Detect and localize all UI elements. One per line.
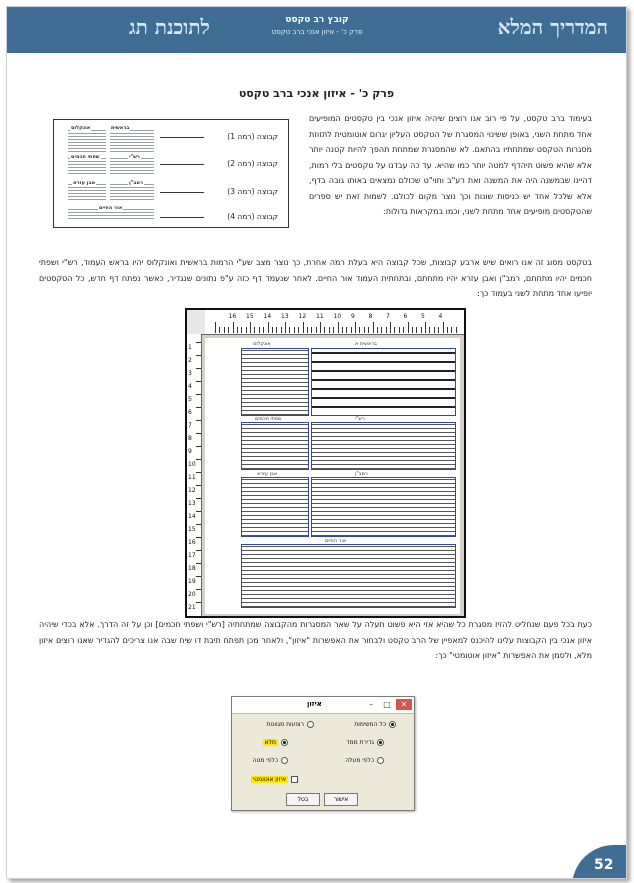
radio-icon [377,739,384,746]
ruler-tick [338,322,339,333]
text-block [110,158,154,174]
minimize-icon[interactable]: – [369,700,373,709]
ruler-tick [233,322,234,333]
ruler-tick [377,327,378,333]
ruler-tick [364,327,365,333]
ruler-number: 9 [188,448,192,455]
option-full[interactable] [263,739,289,746]
ruler-number: 17 [188,552,196,559]
block-caption: רמב"ן [129,180,143,186]
ruler-tick [412,327,413,333]
text-block [68,184,106,200]
frame-caption: שפתי חכמים [255,416,282,422]
ruler-tick [219,327,220,333]
close-icon[interactable]: ✕ [396,699,412,710]
ruler-number: 20 [188,591,196,598]
ruler-number: 7 [386,313,390,320]
ruler-tick [196,589,201,590]
ruler-tick [196,355,201,356]
ruler-tick [373,322,374,333]
frame-caption: בראשית א [355,341,377,347]
level-label: קבוצה (רמה 2) [227,159,278,168]
ruler-tick [429,327,430,333]
ruler-tick [447,327,448,333]
ruler-tick [285,322,286,333]
ruler-number: 19 [188,578,196,585]
ruler-number: 4 [438,313,443,320]
ruler-number: 15 [188,526,196,533]
level-label: קבוצה (רמה 3) [227,187,278,196]
text-block [68,158,106,174]
ruler-number: 16 [228,313,237,320]
vertical-ruler [187,334,202,616]
ruler-tick [250,322,251,333]
ruler-tick [368,327,369,333]
ruler-number: 13 [188,500,196,507]
page-header [7,7,626,53]
ruler-tick [386,327,387,333]
ruler-number: 5 [188,396,192,403]
levels-paragraph: בטקסט מסוג זה אנו רואים שיש ארבע קבוצות, שכל קבוצה היא בעלת רמה אחרת, כך נוצר מצב שע"י הרמות בראשית ואונקלוס יהיו בראש העמוד, רש"י ושפתי חכמים יהיו מתחתם, רמב"ן ואבן עזרא יהיו מתחתם, ובתחתית העמוד אור החיים. לאחר שנעמד דף כזה ע"פ נתונים שנגדיר, כאשר נפתח דף חדש, כל הטקסטים יופיעו אחד מתחת לשני בעמוד כך: [39,258,592,298]
block-caption: אבן עזרא [73,180,96,186]
ruler-tick [399,327,400,333]
option-dimension[interactable] [346,739,384,746]
horizontal-ruler [205,310,464,335]
ruler-number: 4 [188,383,192,390]
balance-paragraph: כעת בכל פעם שנחליט להזיז מסגרת כל שהיא אזי היא פשוט תעלה על שאר המסגרות מהקבוצה שמתחתיה [רש"י ושפתי חכמים] וכן על זה הדרך. אלא בכדי שיהיה איזון אנכי בין הקבוצות עלינו להיכנס למאפיין של הרב טקסט ולבחור את האפשרות "איזון", ולאחר מכן תפתח תיבת דו שיח שבה אנו צריכים להגדיר שאנו רוצים איזון מלא, ולסמן את האפשרות "איזון אוטומטי" כך: [39,620,592,660]
text-frame[interactable] [241,348,309,416]
text-frame[interactable] [241,477,309,537]
radio-icon [281,739,288,746]
ruler-tick [254,327,255,333]
page [6,6,627,879]
ruler-tick [390,322,391,333]
ruler-tick [276,327,277,333]
option-label: גדירת ממד [346,739,374,746]
document-page [205,338,460,614]
ruler-tick [294,327,295,333]
ruler-tick [196,498,201,499]
dialog-titlebar [232,697,414,714]
ruler-tick [196,563,201,564]
ruler-number: 12 [298,313,307,320]
maximize-icon[interactable]: □ [383,700,391,709]
option-label: כל המשימות [354,721,386,728]
ruler-tick [298,327,299,333]
header-subtitle: פרק כ' - איזון אנכי ברב טקסט [271,28,363,36]
ruler-tick [196,407,201,408]
dialog-title: איזון [307,700,322,708]
ruler-tick [241,327,242,333]
ruler-number: 13 [281,313,289,320]
ruler-number: 7 [188,422,192,429]
ruler-number: 10 [333,313,342,320]
ruler-tick [259,327,260,333]
auto-balance-checkbox[interactable] [251,776,298,783]
toc-link[interactable]: לתוכנת תג [129,15,210,39]
connector-line [160,164,204,165]
option-upward[interactable] [345,757,384,764]
frame-caption: אבן עזרא [257,471,278,477]
ruler-tick [272,327,273,333]
ruler-number: 8 [188,435,192,442]
ruler-tick [196,602,201,603]
ruler-tick [196,576,201,577]
ruler-tick [425,322,426,333]
ruler-tick [355,322,356,333]
ruler-tick [456,327,457,333]
ruler-tick [311,327,312,333]
ruler-tick [196,537,201,538]
brand-title: המדריך המלא [497,15,608,39]
ruler-tick [346,327,347,333]
cancel-button[interactable]: בטל [286,793,320,806]
ruler-tick [196,524,201,525]
ruler-number: 12 [188,487,196,494]
ruler-tick [281,327,282,333]
levels-illustration [53,119,289,228]
ruler-number: 6 [188,409,192,416]
ruler-tick [263,327,264,333]
option-varied[interactable] [266,721,314,728]
ruler-tick [416,327,417,333]
ruler-tick [351,327,352,333]
option-all-tasks[interactable] [354,721,396,728]
ruler-tick [443,322,444,333]
ruler-tick [329,327,330,333]
ruler-tick [196,550,201,551]
ruler-tick [408,322,409,333]
option-label: מלא [264,739,276,746]
level-label: קבוצה (רמה 1) [227,132,278,141]
radio-icon [389,721,396,728]
ruler-tick [342,327,343,333]
ruler-number: 14 [263,313,272,320]
ruler-tick [196,394,201,395]
connector-line [160,137,204,138]
header-center [242,15,392,36]
ruler-number: 11 [316,313,324,320]
option-label: רצועות מגוונות [266,721,304,728]
ruler-tick [196,446,201,447]
ruler-number: 9 [351,313,355,320]
checkbox-icon [291,776,298,783]
text-block [110,184,154,200]
ruler-number: 16 [188,539,196,546]
page-number-tab [572,845,627,879]
frame-caption: אור החיים [325,538,347,544]
ruler-number: 18 [188,565,196,572]
ruler-tick [215,322,216,333]
block-caption: רש"י [129,154,140,160]
ok-button[interactable]: אישור [324,793,358,806]
ruler-number: 15 [246,313,254,320]
ruler-corner [187,310,206,335]
intro-paragraph: בעימוד ברב טקסט, על פי רוב אנו רוצים שיהיה איזון אנכי בין טקסטים המופיעים אחד מתחת השני, באופן ששינוי המסגרת של הטקסט העליון יגרום אוטומטית לתזוזת מסגרות הטקסט שמתחתיו בהתאם. לא שהמסגרת שמתחת תהפך להיות קטנה יותר אלא שהיא פשוט תיהדף למטה יותר כמו שהיא. עד כה עבדנו על טקסטים בלי רמות, דהיינו שבמשנה היה את המשנה ואת רע"ב ותוי"ט שכולם נמצאים באותו גובה בדף, אלא שלכל אחד יש כניסות שונות וכך נוצר מקום לכולם. לשמות זאת יש ספרים שהטקסטים מופיעים אחד מתחת לשני, וכמו במקראות גדולות: [309,114,592,216]
software-screenshot [185,308,466,618]
ruler-number: 14 [188,513,196,520]
ruler-number: 6 [403,313,408,320]
text-frame[interactable] [311,348,456,416]
ruler-tick [196,433,201,434]
ruler-tick [307,327,308,333]
ruler-tick [403,327,404,333]
block-caption: אור החיים [99,205,123,211]
ruler-tick [196,381,201,382]
ruler-tick [196,472,201,473]
frame-caption: רש"י [355,416,365,422]
ruler-number: 1 [188,344,192,351]
ruler-tick [438,327,439,333]
ruler-tick [196,342,201,343]
balance-dialog [231,696,415,811]
level-label: קבוצה (רמה 4) [227,212,278,221]
ruler-number: 2 [188,357,192,364]
ruler-tick [381,327,382,333]
text-frame[interactable] [311,422,456,470]
radio-icon [377,757,384,764]
connector-line [160,217,204,218]
ruler-tick [196,420,201,421]
ruler-tick [320,322,321,333]
text-frame[interactable] [241,544,456,608]
ruler-tick [303,322,304,333]
ruler-tick [237,327,238,333]
option-label: כלפי מעלה [345,757,374,764]
frame-caption: אונקלוס [253,341,271,347]
ruler-tick [316,327,317,333]
option-label: כלפי מטה [252,757,278,764]
ruler-tick [289,327,290,333]
ruler-tick [196,511,201,512]
ruler-tick [394,327,395,333]
ruler-tick [268,322,269,333]
ruler-tick [196,368,201,369]
ruler-tick [421,327,422,333]
text-frame[interactable] [241,422,309,470]
frame-caption: רמב"ן [355,471,368,477]
ruler-number: 5 [421,313,425,320]
ruler-tick [324,327,325,333]
ruler-number: 21 [188,604,196,611]
ruler-tick [434,327,435,333]
page-number: 52 [594,857,614,873]
ruler-tick [359,327,360,333]
ruler-tick [246,327,247,333]
ruler-tick [224,327,225,333]
ruler-number: 3 [188,370,192,377]
ruler-number: 8 [368,313,373,320]
block-caption: בראשית [111,125,130,131]
ruler-number: 10 [188,461,196,468]
ruler-tick [196,459,201,460]
block-caption: שפתי חכמים [71,154,100,160]
connector-line [160,192,204,193]
ruler-tick [451,327,452,333]
ruler-tick [228,327,229,333]
text-frame[interactable] [311,477,456,537]
radio-icon [307,721,314,728]
ruler-tick [196,485,201,486]
ruler-tick [333,327,334,333]
text-block [110,130,154,152]
chapter-title: פרק כ' - איזון אנכי ברב טקסט [238,87,395,100]
option-downward[interactable] [253,757,288,764]
radio-icon [281,757,288,764]
text-block [68,130,106,152]
ruler-number: 11 [188,474,196,481]
header-title: קובץ רב טקסט [285,15,349,25]
checkbox-label: איזון אוטומטי [252,776,286,783]
block-caption: אונקלוס [71,125,91,131]
